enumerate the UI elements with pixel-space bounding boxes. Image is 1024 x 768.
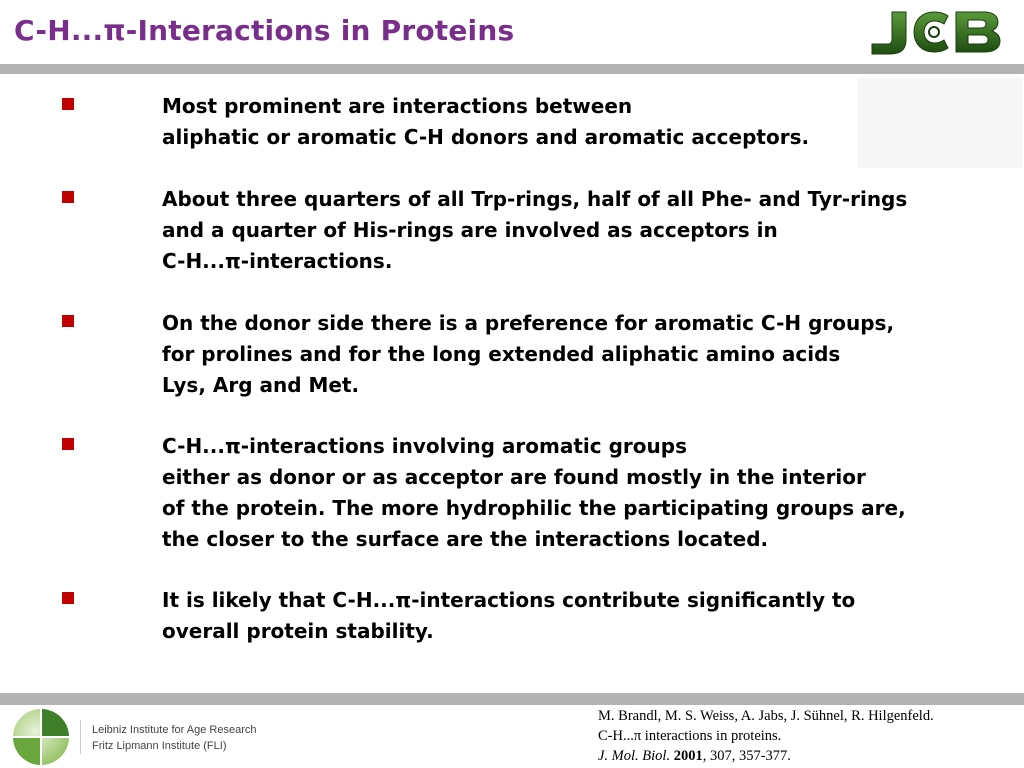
institute-subname: Fritz Lipmann Institute (FLI) — [92, 740, 227, 752]
bullet-text-line: overall protein stability. — [162, 619, 434, 643]
bullet-text-line: and a quarter of His-rings are involved as acceptors in — [162, 218, 778, 242]
bullet-square-icon — [62, 98, 74, 110]
bullet-text-line: either as donor or as acceptor are found mostly in the interior — [162, 465, 866, 489]
citation-title: C-H...π interactions in proteins. — [598, 728, 782, 744]
bullet-text-line: aliphatic or aromatic C-H donors and aromatic acceptors. — [162, 125, 810, 149]
bullet-text-line: of the protein. The more hydrophilic the participating groups are, — [162, 496, 906, 520]
citation-year: 2001 — [673, 748, 703, 764]
jcb-logo — [862, 4, 1012, 60]
bullet-text-line: Lys, Arg and Met. — [162, 373, 360, 397]
bullet-text-line: On the donor side there is a preference for aromatic C-H groups, — [162, 311, 895, 335]
citation-journal: J. Mol. Biol. — [598, 748, 671, 764]
bullet-text-line: for prolines and for the long extended aliphatic amino acids — [162, 342, 841, 366]
bullet-square-icon — [62, 191, 74, 203]
bullet-square-icon — [62, 592, 74, 604]
bullet-square-icon — [62, 315, 74, 327]
citation-authors: M. Brandl, M. S. Weiss, A. Jabs, J. Sühnel, R. Hilgenfeld. — [598, 708, 934, 724]
bullet-text-line: It is likely that C-H...π-interactions contribute significantly to — [162, 588, 856, 612]
fli-logo — [10, 706, 257, 768]
fli-circle-icon — [10, 706, 74, 766]
logo-separator — [80, 720, 81, 754]
footer-divider-bar — [0, 693, 1024, 705]
institute-name: Leibniz Institute for Age Research — [92, 724, 257, 736]
slide-title: C-H...π-Interactions in Proteins — [14, 14, 515, 47]
bullet-square-icon — [62, 438, 74, 450]
bullet-text-line: About three quarters of all Trp-rings, half of all Phe- and Tyr-rings — [162, 187, 908, 211]
citation-volume-pages: , 307, 357-377. — [702, 748, 791, 764]
bullet-text-line: Most prominent are interactions between — [162, 94, 633, 118]
bullet-text-line: C-H...π-interactions involving aromatic groups — [162, 434, 687, 458]
logo-background — [858, 78, 1022, 168]
bullet-text-line: the closer to the surface are the interactions located. — [162, 527, 769, 551]
citation — [598, 706, 1018, 766]
bullet-text-line: C-H...π-interactions. — [162, 249, 393, 273]
citation-reference — [598, 746, 1018, 766]
header-divider-bar — [0, 64, 1024, 74]
